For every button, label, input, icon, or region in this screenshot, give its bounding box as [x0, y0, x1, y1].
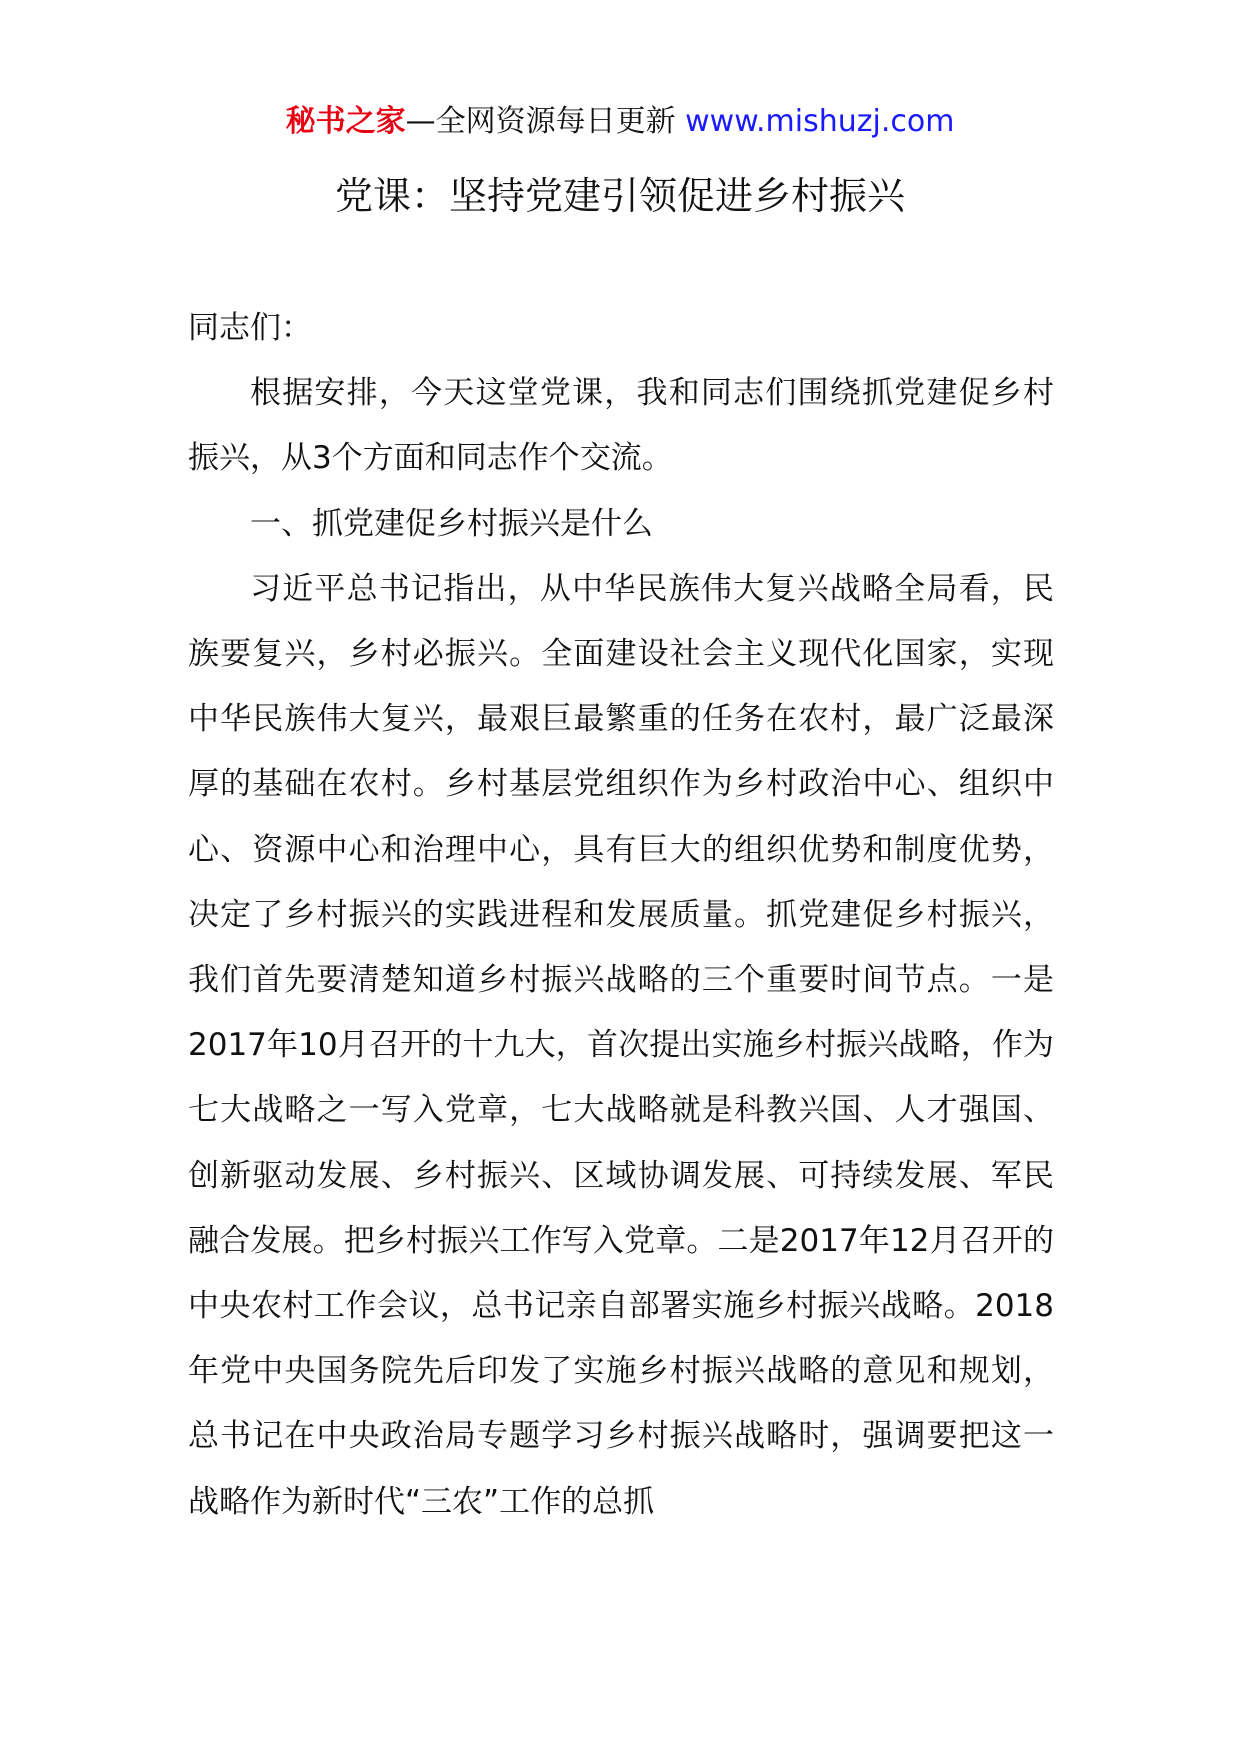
- section-heading: 一、抓党建促乡村振兴是什么: [250, 505, 653, 542]
- document-title: 党课：坚持党建引领促进乡村振兴: [334, 174, 905, 218]
- brand-name: 秘书之家: [285, 104, 406, 139]
- intro-paragraph: 根据安排，今天这堂党课，我和同志们围绕抓党建促乡村振兴，从3个方面和同志作个交流。: [188, 375, 1054, 477]
- salutation: 同志们：: [188, 310, 312, 346]
- site-url-link[interactable]: www.mishuzj.com: [685, 104, 955, 139]
- document-body: [188, 296, 1054, 1535]
- body-paragraph: 习近平总书记指出，从中华民族伟大复兴战略全局看，民族要复兴，乡村必振兴。全面建设社会主义现代化国家，实现中华民族伟大复兴，最艰巨最繁重的任务在农村，最广泛最深厚的基础在农村。乡村基层党组织作为乡村政治中心、组织中心、资源中心和治理中心，具有巨大的组织优势和制度优势，决定了乡村振兴的实践进程和发展质量。抓党建促乡村振兴，我们首先要清楚知道乡村振兴战略的三个重要时间节点。一是2017年10月召开的十九大，首次提出实施乡村振兴战略，作为七大战略之一写入党章，七大战略就是科教兴国、人才强国、创新驱动发展、乡村振兴、区域协调发展、可持续发展、军民融合发展。把乡村振兴工作写入党章。二是2017年12月召开的中央农村工作会议，总书记亲自部署实施乡村振兴战略。2018年党中央国务院先后印发了实施乡村振兴战略的意见和规划，总书记在中央政治局专题学习乡村振兴战略时，强调要把这一战略作为新时代“三农”工作的总抓: [188, 570, 1054, 1520]
- header-tagline: —全网资源每日更新: [405, 104, 686, 139]
- site-header: [0, 100, 1240, 144]
